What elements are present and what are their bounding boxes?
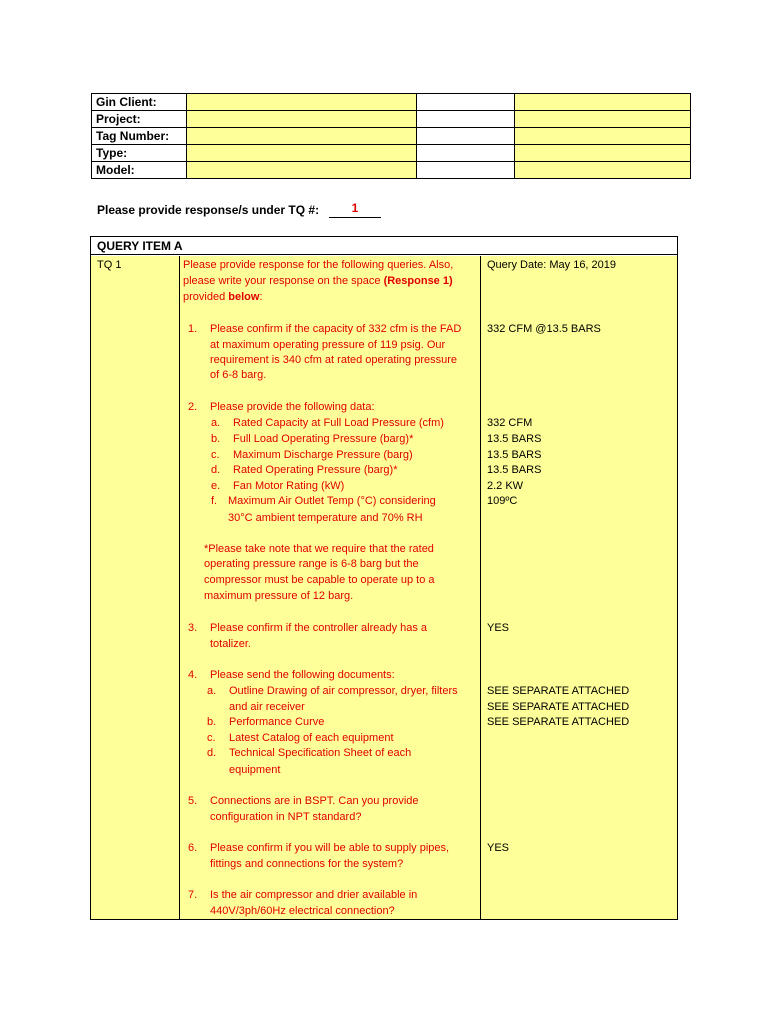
data-c-response: 13.5 BARS <box>487 449 542 461</box>
data-d-text: Rated Operating Pressure (barg)* <box>233 464 398 476</box>
query-table <box>90 236 678 920</box>
item-7-number: 7. <box>188 889 198 901</box>
query-date: Query Date: May 16, 2019 <box>487 259 617 271</box>
item-1-line-1: Please confirm if the capacity of 332 cfm is the FAD <box>210 323 462 335</box>
item-5-line-2: configuration in NPT standard? <box>210 811 362 823</box>
item-3-line-1: Please confirm if the controller already has a <box>210 622 428 634</box>
doc-a-text-2: and air receiver <box>229 701 305 713</box>
type-extra-cell[interactable] <box>417 145 515 162</box>
table-row <box>92 145 691 162</box>
table-row <box>92 162 691 179</box>
project-label: Project: <box>92 111 187 128</box>
intro-line-3-colon: : <box>259 291 263 303</box>
table-row <box>92 111 691 128</box>
data-f-letter: f. <box>211 495 218 507</box>
doc-d-letter: d. <box>207 747 217 759</box>
data-a-letter: a. <box>211 417 221 429</box>
tag-number-field[interactable] <box>187 128 417 145</box>
data-c-text: Maximum Discharge Pressure (barg) <box>233 449 413 461</box>
note-line-2: operating pressure range is 6-8 barg but the <box>204 558 419 570</box>
model-label: Model: <box>92 162 187 179</box>
item-1-line-4: of 6-8 barg. <box>210 369 267 381</box>
doc-b-text: Performance Curve <box>229 716 325 728</box>
item-3-number: 3. <box>188 622 198 634</box>
item-3-response: YES <box>487 622 510 634</box>
doc-a-letter: a. <box>207 685 217 697</box>
doc-a-response: SEE SEPARATE ATTACHED <box>487 685 630 697</box>
tq-prompt-label: Please provide response/s under TQ #: <box>97 203 320 217</box>
client-field[interactable] <box>187 94 417 111</box>
intro-line-2 <box>183 274 453 289</box>
table-row <box>92 94 691 111</box>
project-field[interactable] <box>187 111 417 128</box>
item-2-line-1: Please provide the following data: <box>210 401 375 413</box>
item-1-line-2: at maximum operating pressure of 119 psig. Our <box>210 339 446 351</box>
data-a-response: 332 CFM <box>487 417 533 429</box>
tag-number-extra-cell[interactable] <box>417 128 515 145</box>
table-row <box>92 128 691 145</box>
data-f-text-2: 30°C ambient temperature and 70% RH <box>228 512 423 524</box>
client-extra-field[interactable] <box>515 94 691 111</box>
model-field[interactable] <box>187 162 417 179</box>
data-b-response: 13.5 BARS <box>487 433 542 445</box>
item-5-number: 5. <box>188 795 198 807</box>
data-b-letter: b. <box>211 433 221 445</box>
data-e-letter: e. <box>211 480 221 492</box>
type-field[interactable] <box>187 145 417 162</box>
doc-b-response: SEE SEPARATE ATTACHED <box>487 701 630 713</box>
tq-column <box>91 256 180 919</box>
model-extra-cell[interactable] <box>417 162 515 179</box>
data-c-letter: c. <box>211 449 220 461</box>
item-1-number: 1. <box>188 323 198 335</box>
data-d-response: 13.5 BARS <box>487 464 542 476</box>
item-2-number: 2. <box>188 401 198 413</box>
doc-d-text-2: equipment <box>229 764 281 776</box>
data-e-text: Fan Motor Rating (kW) <box>233 480 345 492</box>
response-marker: (Response 1) <box>383 275 453 287</box>
data-d-letter: d. <box>211 464 221 476</box>
intro-line-1: Please provide response for the following queries. Also, <box>183 259 454 271</box>
item-1-line-3: requirement is 340 cfm at rated operating pressure <box>210 354 458 366</box>
item-4-line-1: Please send the following documents: <box>210 669 395 681</box>
project-extra-field[interactable] <box>515 111 691 128</box>
model-extra-field[interactable] <box>515 162 691 179</box>
info-table <box>91 93 691 179</box>
intro-line-3 <box>183 290 263 305</box>
project-extra-cell[interactable] <box>417 111 515 128</box>
intro-line-3-text: provided <box>183 291 229 303</box>
below-marker: below <box>228 291 260 303</box>
item-7-line-2: 440V/3ph/60Hz electrical connection? <box>210 905 395 917</box>
item-6-line-2: fittings and connections for the system? <box>210 858 404 870</box>
data-f-text: Maximum Air Outlet Temp (°C) considering <box>228 495 436 507</box>
client-label: Gin Client: <box>92 94 187 111</box>
tag-number-extra-field[interactable] <box>515 128 691 145</box>
item-1-response: 332 CFM @13.5 BARS <box>487 323 601 335</box>
note-line-4: maximum pressure of 12 barg. <box>204 590 354 602</box>
note-line-3: compressor must be capable to operate up to a <box>204 574 435 586</box>
item-3-line-2: totalizer. <box>210 638 251 650</box>
response-column[interactable] <box>481 256 677 919</box>
item-6-number: 6. <box>188 842 198 854</box>
data-f-response: 109ºC <box>487 495 518 507</box>
type-label: Type: <box>92 145 187 162</box>
doc-a-text: Outline Drawing of air compressor, dryer, filters <box>229 685 458 697</box>
data-b-text: Full Load Operating Pressure (barg)* <box>233 433 414 445</box>
item-4-number: 4. <box>188 669 198 681</box>
doc-c-text: Latest Catalog of each equipment <box>229 732 394 744</box>
item-7-line-1: Is the air compressor and drier available in <box>210 889 418 901</box>
type-extra-field[interactable] <box>515 145 691 162</box>
data-e-response: 2.2 KW <box>487 480 524 492</box>
note-line-1: *Please take note that we require that the rated <box>204 543 434 555</box>
client-extra-cell[interactable] <box>417 94 515 111</box>
item-5-line-1: Connections are in BSPT. Can you provide <box>210 795 419 807</box>
intro-line-2-text: please write your response on the space <box>183 275 384 287</box>
tq-number-field[interactable]: 1 <box>329 201 381 218</box>
doc-d-text: Technical Specification Sheet of each <box>229 747 412 759</box>
tag-number-label: Tag Number: <box>92 128 187 145</box>
item-6-response: YES <box>487 842 510 854</box>
data-a-text: Rated Capacity at Full Load Pressure (cfm) <box>233 417 444 429</box>
tq-label: TQ 1 <box>97 259 122 271</box>
doc-c-response: SEE SEPARATE ATTACHED <box>487 716 630 728</box>
doc-b-letter: b. <box>207 716 217 728</box>
query-header: QUERY ITEM A <box>91 237 677 255</box>
doc-c-letter: c. <box>207 732 216 744</box>
item-6-line-1: Please confirm if you will be able to supply pipes, <box>210 842 450 854</box>
